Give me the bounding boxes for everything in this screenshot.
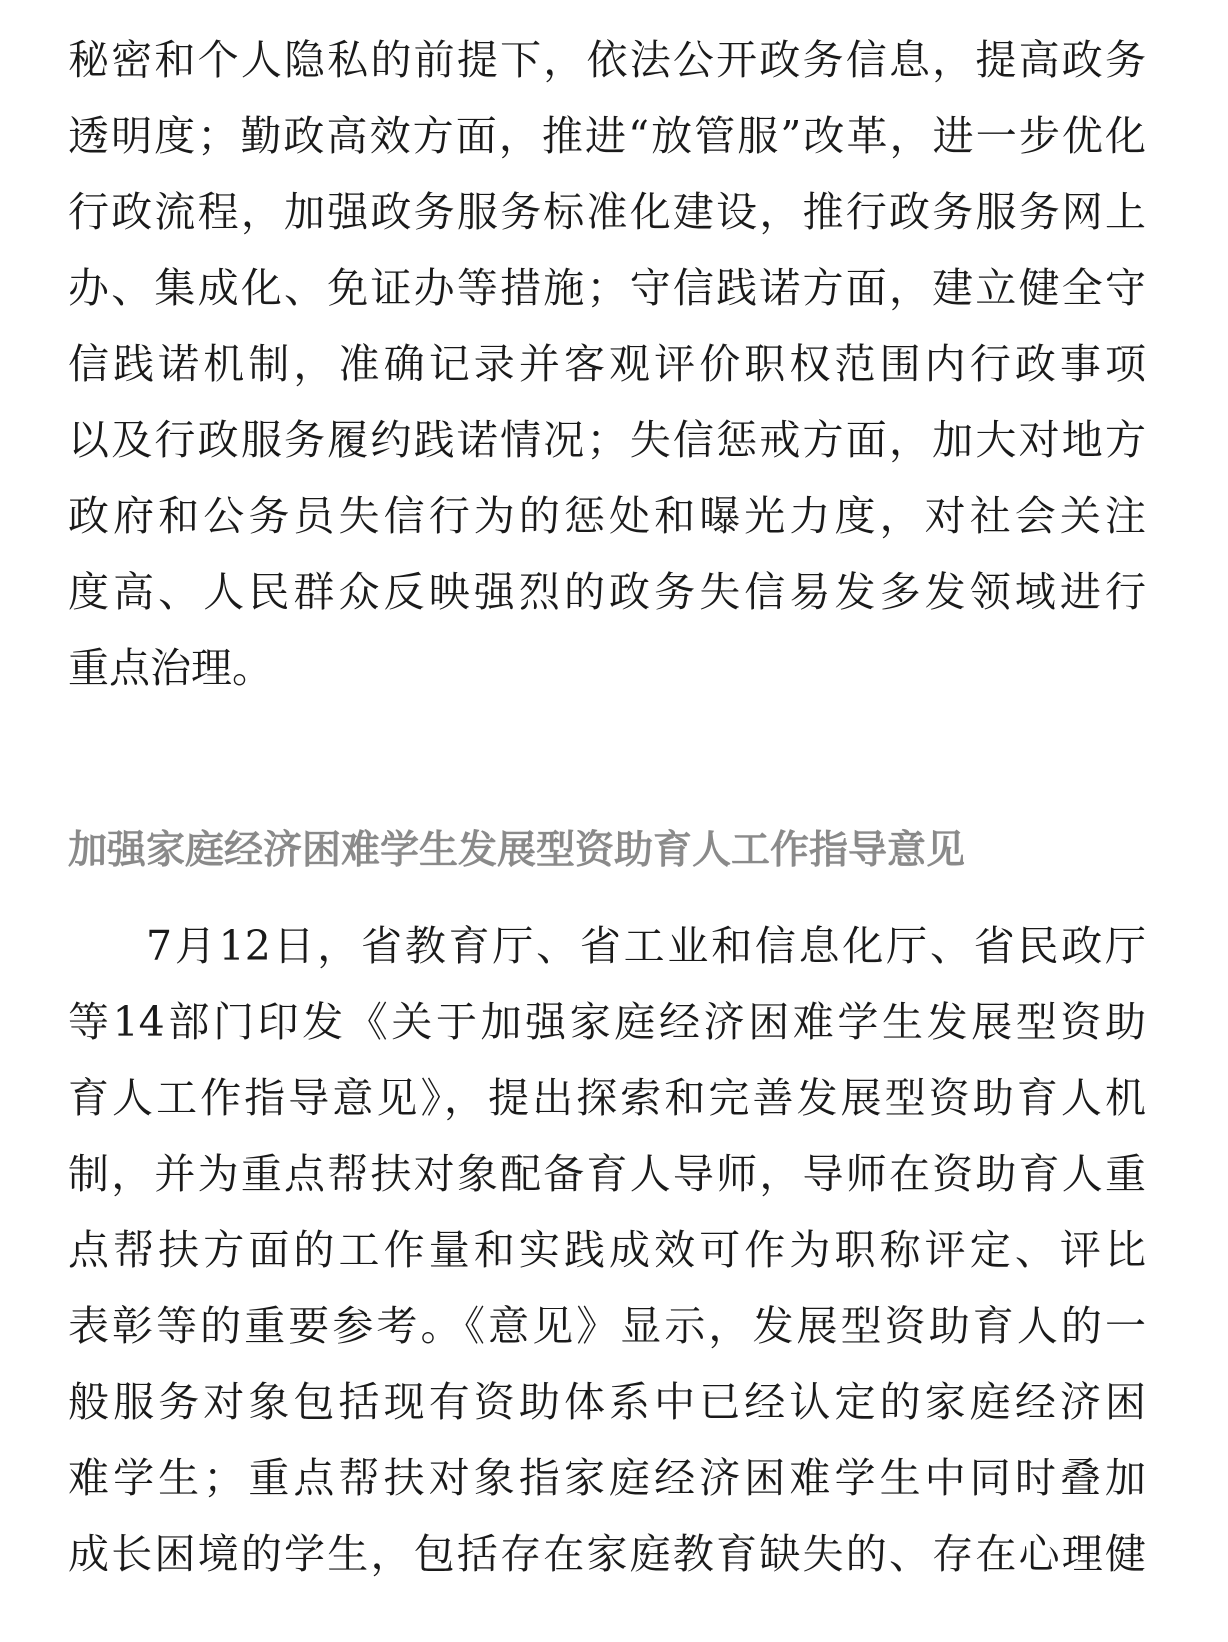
paragraph-line: 难学生；重点帮扶对象指家庭经济困难学生中同时叠加	[68, 1454, 1146, 1502]
paragraph-line: 行政流程，加强政务服务标准化建设，推行政务服务网上	[68, 188, 1146, 236]
paragraph-line: 表彰等的重要参考。《意见》显示，发展型资助育人的一	[68, 1302, 1146, 1350]
paragraph-line: 7月12日，省教育厅、省工业和信息化厅、省民政厅	[146, 922, 1146, 970]
paragraph-line: 秘密和个人隐私的前提下，依法公开政务信息，提高政务	[68, 36, 1146, 84]
paragraph-line: 办、集成化、免证办等措施；守信践诺方面，建立健全守	[68, 264, 1146, 312]
paragraph-line: 制，并为重点帮扶对象配备育人导师，导师在资助育人重	[68, 1150, 1146, 1198]
paragraph-line: 政府和公务员失信行为的惩处和曝光力度，对社会关注	[68, 492, 1146, 540]
paragraph-line: 般服务对象包括现有资助体系中已经认定的家庭经济困	[68, 1378, 1146, 1426]
paragraph-line: 成长困境的学生，包括存在家庭教育缺失的、存在心理健	[68, 1530, 1146, 1578]
paragraph-line: 度高、人民群众反映强烈的政务失信易发多发领域进行	[68, 568, 1146, 616]
section-heading: 加强家庭经济困难学生发展型资助育人工作指导意见	[68, 828, 966, 873]
paragraph-line: 以及行政服务履约践诺情况；失信惩戒方面，加大对地方	[68, 416, 1146, 464]
paragraph-line: 信践诺机制，准确记录并客观评价职权范围内行政事项	[68, 340, 1146, 388]
paragraph-line: 点帮扶方面的工作量和实践成效可作为职称评定、评比	[68, 1226, 1146, 1274]
paragraph-line: 等14部门印发《关于加强家庭经济困难学生发展型资助	[68, 998, 1146, 1046]
paragraph-line: 透明度；勤政高效方面，推进“放管服”改革，进一步优化	[68, 112, 1146, 160]
paragraph-line: 育人工作指导意见》，提出探索和完善发展型资助育人机	[68, 1074, 1146, 1122]
paragraph-line: 重点治理。	[68, 644, 273, 692]
